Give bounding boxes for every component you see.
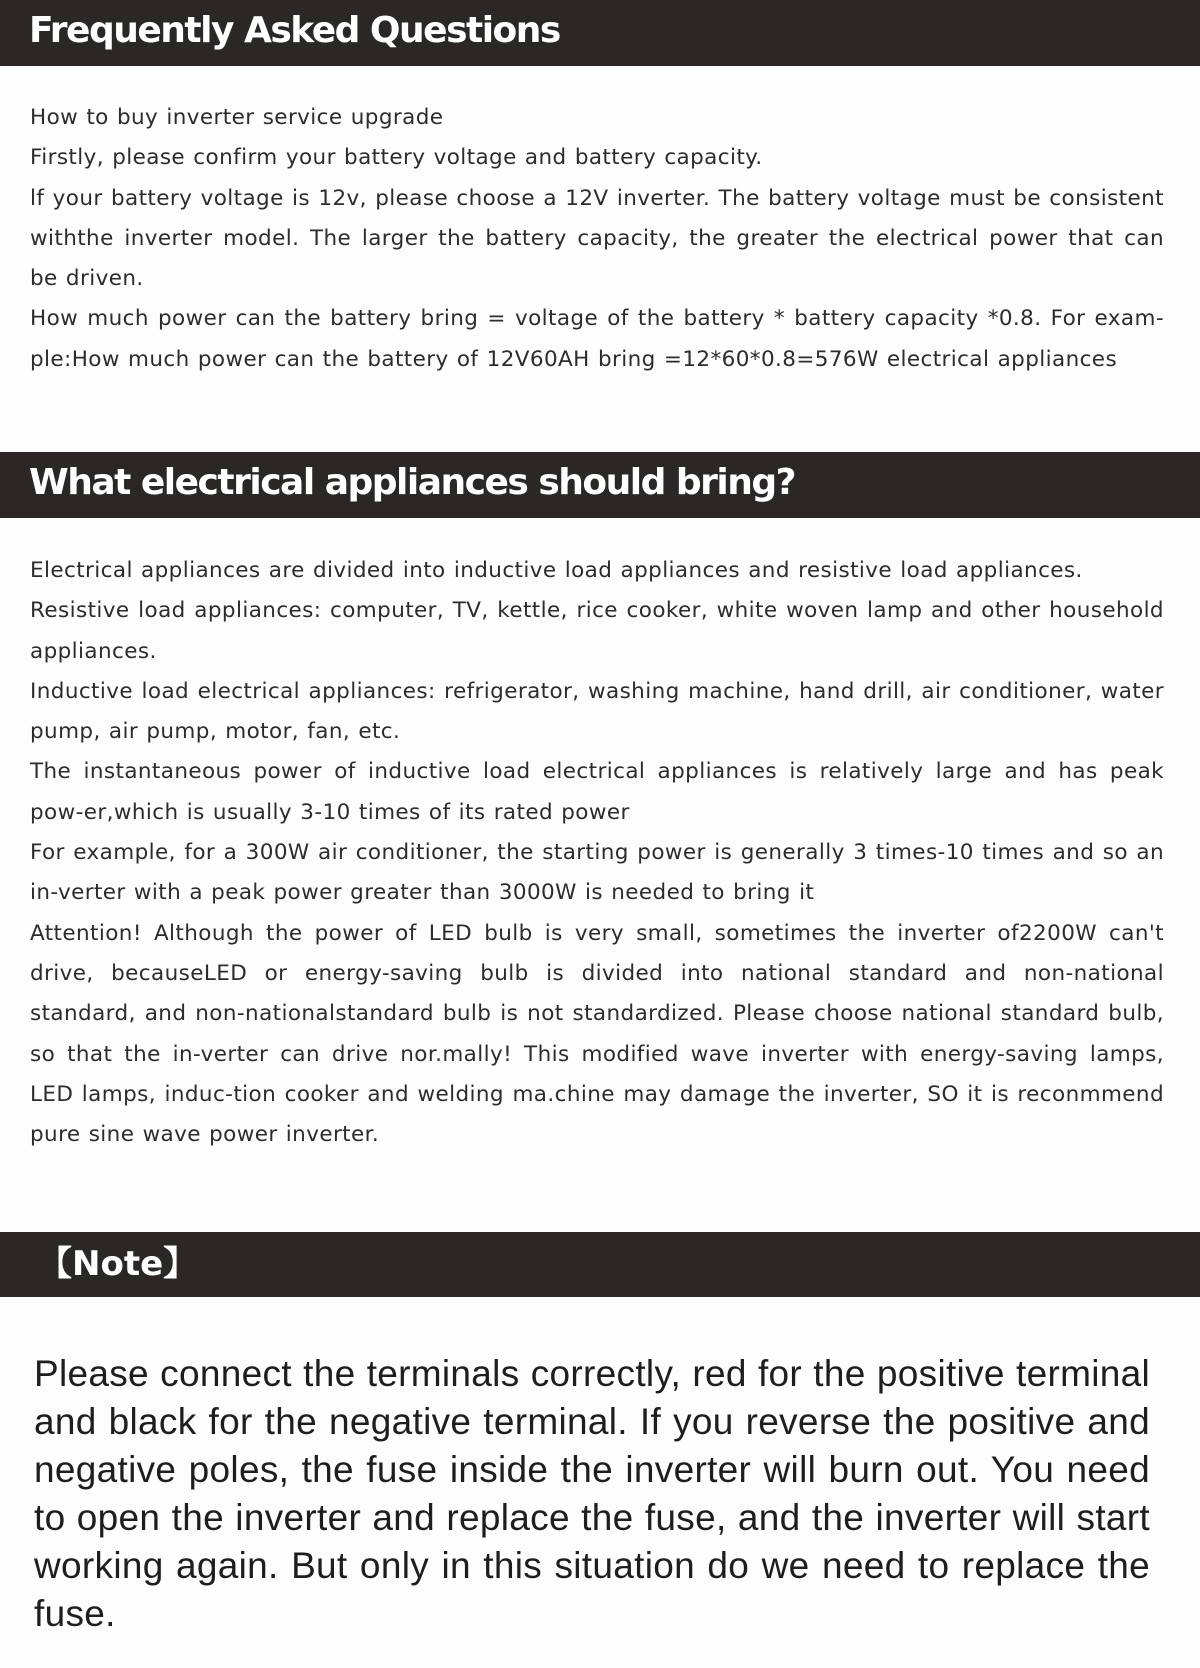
note-heading: 【Note】: [38, 1244, 198, 1284]
appliances-paragraph: For example, for a 300W air conditioner, the starting power is generally 3 times-10 times and so an in-verter with a peak power greater than 3000W is needed to bring it: [30, 840, 1164, 906]
appliances-header-bar: [0, 452, 1200, 518]
appliances-paragraph: The instantaneous power of inductive load electrical appliances is relatively large and has peak pow-er,which is usually 3-10 times of its rated power: [30, 759, 1164, 825]
appliances-paragraph: Electrical appliances are divided into inductive load appliances and resistive load appliances.: [30, 558, 1083, 583]
appliances-paragraph: Resistive load appliances: computer, TV, kettle, rice cooker, white woven lamp and other household appliances.: [30, 598, 1164, 664]
note-body: [34, 1350, 1150, 1638]
faq-paragraph: How to buy inverter service upgrade: [30, 105, 444, 130]
faq-body: [30, 98, 1164, 380]
faq-header-bar: [0, 0, 1200, 66]
note-header-bar: [0, 1232, 1200, 1297]
faq-paragraph: Firstly, please confirm your battery voltage and battery capacity.: [30, 145, 763, 171]
note-paragraph: Please connect the terminals correctly, red for the positive terminal and black for the negative terminal. If you reverse the positive and negative poles, the fuse inside the inverter will burn out. You need to open the inverter and replace the fuse, and the inverter will start working again. But only in this situation do we need to replace the fuse.: [34, 1353, 1150, 1634]
faq-heading: Frequently Asked Questions: [29, 10, 560, 51]
appliances-paragraph: Attention! Although the power of LED bulb is very small, sometimes the inverter of2200W can't drive, becauseLED or energy-saving bulb is divided into national standard and non-national standard, and non-nationalstandard bulb is not standardized. Please choose national standard bulb, so that the in-verter can drive nor.mally! This modified wave inverter with energy-saving lamps, LED lamps, induc-tion cooker and welding ma.chine may damage the inverter, SO it is reconmmend pure sine wave power inverter.: [30, 920, 1164, 1148]
appliances-heading: What electrical appliances should bring?: [29, 462, 796, 503]
faq-paragraph: How much power can the battery bring = voltage of the battery * battery capacity *0.8. For exam-ple:How much power can the battery of 12V60AH bring =12*60*0.8=576W electrical appliances: [30, 306, 1164, 372]
faq-paragraph: lf your battery voltage is 12v, please choose a 12V inverter. The battery voltage must be consistent withthe inverter model. The larger the battery capacity, the greater the electrical power that can be driven.: [30, 185, 1164, 292]
appliances-paragraph: Inductive load electrical appliances: refrigerator, washing machine, hand drill, air conditioner, water pump, air pump, motor, fan, etc.: [30, 678, 1164, 745]
appliances-body: [30, 551, 1164, 1155]
